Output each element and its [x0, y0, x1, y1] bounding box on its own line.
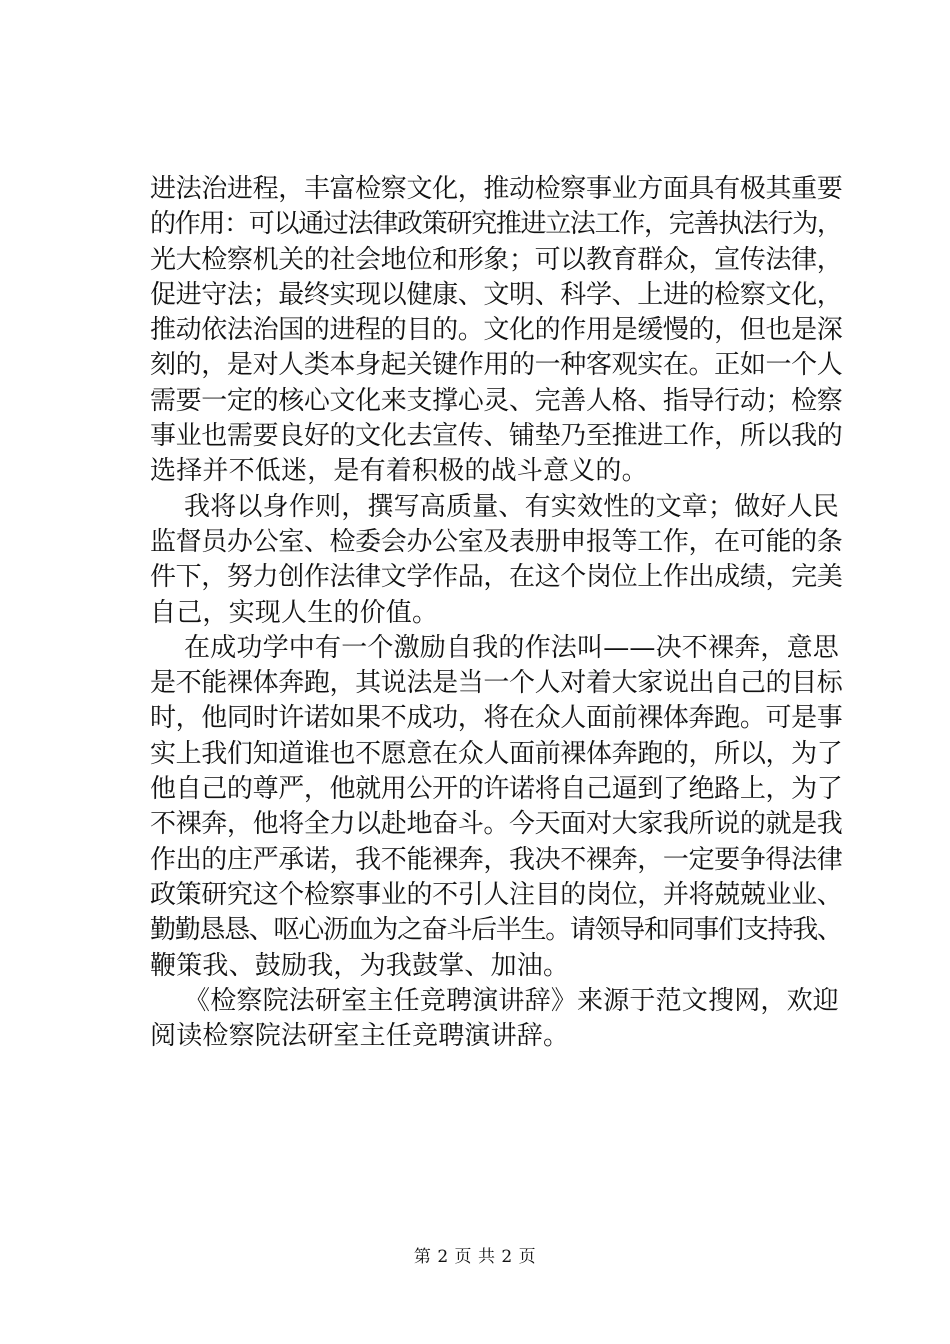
text-line: 《检察院法研室主任竞聘演讲辞》来源于范文搜网，欢迎	[184, 985, 840, 1016]
text-line: 件下，努力创作法律文学作品，在这个岗位上作出成绩，完美	[150, 562, 843, 593]
text-line: 促进守法；最终实现以健康、文明、科学、上进的检察文化，	[150, 279, 843, 310]
text-line: 作出的庄严承诺，我不能裸奔，我决不裸奔，一定要争得法律	[150, 844, 843, 875]
text-line: 光大检察机关的社会地位和形象；可以教育群众，宣传法律，	[150, 244, 843, 275]
text-line: 是不能裸体奔跑，其说法是当一个人对着大家说出自己的目标	[150, 668, 843, 699]
text-line: 在成功学中有一个激励自我的作法叫——决不裸奔，意思	[184, 632, 840, 663]
text-line: 刻的，是对人类本身起关键作用的一种客观实在。正如一个人	[150, 350, 843, 381]
text-line: 进法治进程，丰富检察文化，推动检察事业方面具有极其重要	[150, 174, 843, 204]
text-line: 事业也需要良好的文化去宣传、铺垫乃至推进工作，所以我的	[150, 421, 843, 452]
text-line: 勤勤恳恳、呕心沥血为之奋斗后半生。请领导和同事们支持我、	[150, 915, 842, 946]
text-line: 推动依法治国的进程的目的。文化的作用是缓慢的，但也是深	[150, 315, 843, 346]
text-line: 不裸奔，他将全力以赴地奋斗。今天面对大家我所说的就是我	[150, 809, 843, 840]
text-line: 自己，实现人生的价值。	[150, 597, 439, 628]
text-line: 政策研究这个检察事业的不引人注目的岗位，并将兢兢业业、	[150, 879, 843, 910]
text-line: 实上我们知道谁也不愿意在众人面前裸体奔跑的，所以，为了	[150, 738, 843, 769]
text-line: 需要一定的核心文化来支撑心灵、完善人格、指导行动；检察	[150, 385, 843, 416]
text-line: 时，他同时许诺如果不成功，将在众人面前裸体奔跑。可是事	[150, 703, 843, 734]
page-footer: 第 2 页 共 2 页	[413, 1247, 537, 1267]
text-line: 鞭策我、鼓励我，为我鼓掌、加油。	[150, 950, 570, 981]
text-line: 他自己的尊严，他就用公开的许诺将自己逼到了绝路上，为了	[150, 774, 843, 805]
text-line: 监督员办公室、检委会办公室及表册申报等工作，在可能的条	[150, 526, 843, 557]
text-line: 我将以身作则，撰写高质量、有实效性的文章；做好人民	[184, 491, 840, 522]
text-line: 选择并不低迷，是有着积极的战斗意义的。	[150, 456, 648, 487]
text-line: 的作用：可以通过法律政策研究推进立法工作，完善执法行为，	[150, 209, 842, 240]
text-line: 阅读检察院法研室主任竞聘演讲辞。	[150, 1021, 570, 1052]
body-text	[150, 172, 842, 1054]
